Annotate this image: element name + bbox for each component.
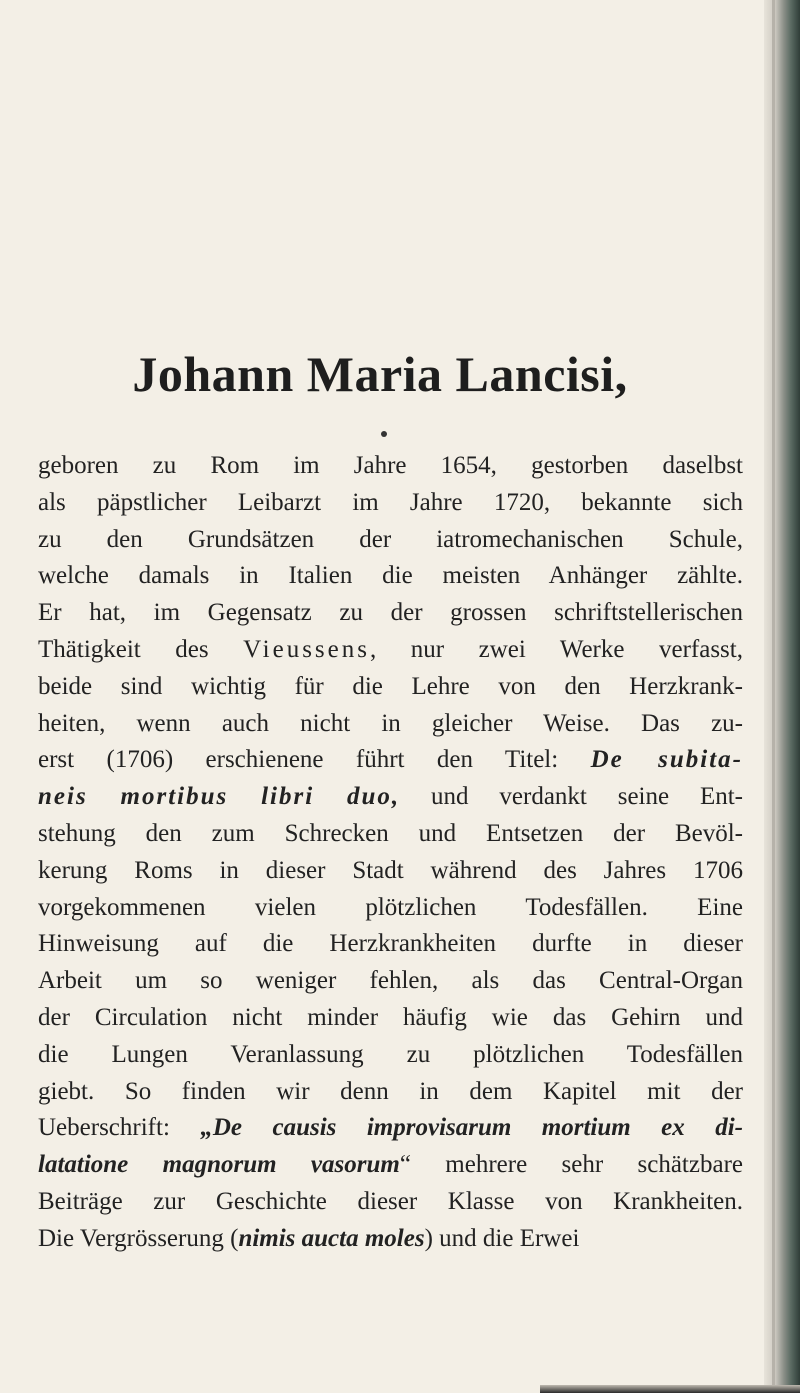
chapter-title-italic: latatione magnorum vasorum — [38, 1151, 400, 1179]
book-title-italic: De subita- — [590, 746, 744, 774]
chapter-title-italic: „De causis improvisarum mortium ex di- — [200, 1114, 743, 1142]
latin-phrase-italic: nimis aucta moles — [238, 1224, 425, 1252]
text-line: neis mortibus libri duo, und verdankt seine Ent- — [38, 783, 743, 811]
text-line: kerung Roms in dieser Stadt während des Jahres 1706 — [38, 856, 743, 884]
text-line: Hinweisung auf die Herzkrankheiten durfte in dieser — [38, 930, 743, 958]
text-line: welche damals in Italien die meisten Anhänger zählte. — [38, 562, 743, 590]
text-line: vorgekommenen vielen plötzlichen Todesfällen. Eine — [38, 893, 743, 921]
body-text — [38, 448, 743, 1258]
text-line: stehung den zum Schrecken und Entsetzen der Bevöl- — [38, 819, 743, 847]
text-line: erst (1706) erschienene führt den Titel: De subita- — [38, 746, 744, 774]
text-line: Arbeit um so weniger fehlen, als das Central-Organ — [38, 967, 743, 995]
text-line: Beiträge zur Geschichte dieser Klasse von Krankheiten. — [38, 1187, 743, 1215]
text-line: beide sind wichtig für die Lehre von den Herzkrank- — [38, 672, 743, 700]
text-line: zu den Grundsätzen der iatromechanischen Schule, — [38, 525, 743, 553]
text-line: Er hat, im Gegensatz zu der grossen schriftstellerischen — [38, 599, 743, 627]
text-line: Die Vergrösserung (nimis aucta moles) und die Erwei — [38, 1224, 580, 1252]
book-spine-edge — [764, 0, 800, 1393]
text-line: heiten, wenn auch nicht in gleicher Weise. Das zu- — [38, 709, 743, 737]
ornament-dot — [381, 431, 387, 437]
text-line: die Lungen Veranlassung zu plötzlichen Todesfällen — [38, 1040, 743, 1068]
text-line: Thätigkeit des Vieussens, nur zwei Werke verfasst, — [38, 635, 743, 663]
text-line: als päpstlicher Leibarzt im Jahre 1720, bekannte sich — [38, 488, 743, 516]
text-line: Ueberschrift: „De causis improvisarum mortium ex di- — [38, 1114, 743, 1142]
author-name-spaced: Vieussens — [243, 635, 370, 663]
page-bottom-shadow — [540, 1385, 800, 1393]
text-line: latatione magnorum vasorum“ mehrere sehr schätzbare — [38, 1151, 743, 1179]
book-title-italic: neis mortibus libri duo, — [38, 783, 401, 811]
text-line: giebt. So finden wir denn in dem Kapitel mit der — [38, 1077, 743, 1105]
text-line: geboren zu Rom im Jahre 1654, gestorben daselbst — [38, 452, 743, 479]
text-line: der Circulation nicht minder häufig wie das Gehirn und — [38, 1003, 743, 1031]
page-title: Johann Maria Lancisi, — [132, 346, 628, 402]
